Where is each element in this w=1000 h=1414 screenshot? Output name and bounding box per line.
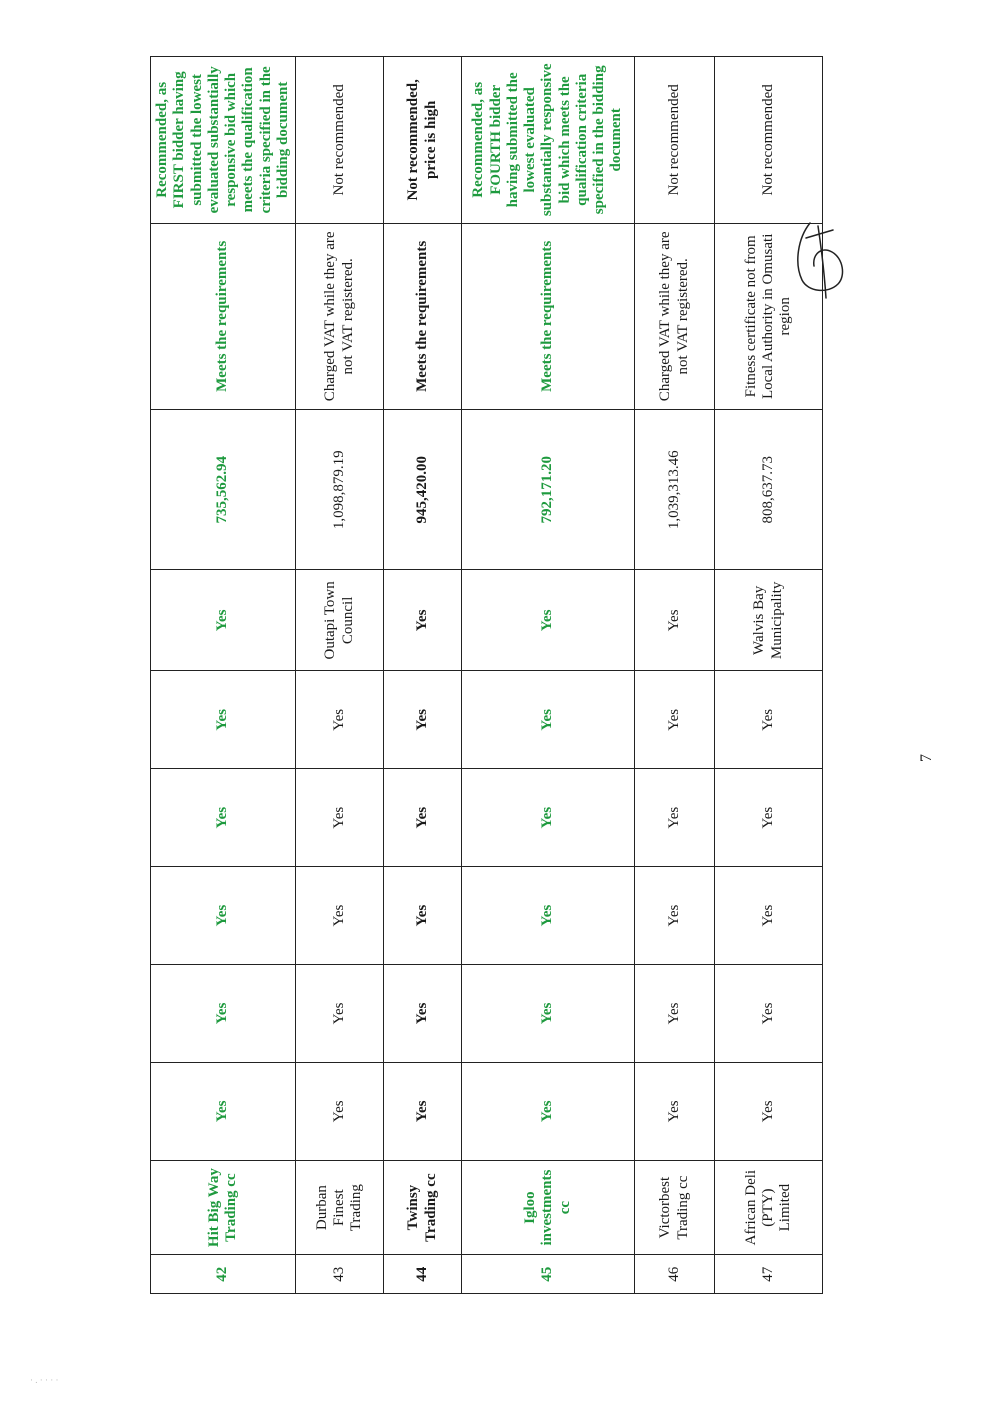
bid-amount: 945,420.00	[384, 410, 462, 570]
recommendation: Recommended, as FOURTH bidder having submitted the lowest evaluated substantially responsive bid which meets the qualification criteria specified in the bidding document	[462, 57, 635, 224]
criterion-4: Yes	[462, 769, 635, 867]
criterion-1: Yes	[715, 1062, 823, 1160]
criterion-1: Yes	[151, 1062, 296, 1160]
criterion-4: Yes	[635, 769, 715, 867]
bidder-name: Victorbest Trading cc	[635, 1160, 715, 1255]
table-row	[151, 57, 296, 1294]
criterion-3: Yes	[635, 867, 715, 965]
evaluation-remark: Charged VAT while they are not VAT registered.	[635, 223, 715, 409]
bidder-name: Durban Finest Trading	[296, 1160, 384, 1255]
evaluation-remark: Meets the requirements	[151, 223, 296, 409]
criterion-5: Yes	[462, 671, 635, 769]
row-number: 45	[462, 1255, 635, 1294]
bidder-name: Igloo investments cc	[462, 1160, 635, 1255]
bid-amount: 735,562.94	[151, 410, 296, 570]
table-row	[635, 57, 715, 1294]
criterion-3: Yes	[384, 867, 462, 965]
bid-amount: 1,039,313.46	[635, 410, 715, 570]
table-row	[462, 57, 635, 1294]
criterion-2: Yes	[296, 964, 384, 1062]
criterion-5: Yes	[296, 671, 384, 769]
bidder-name: African Deli (PTY) Limited	[715, 1160, 823, 1255]
criterion-4: Yes	[296, 769, 384, 867]
row-number: 44	[384, 1255, 462, 1294]
criterion-3: Yes	[715, 867, 823, 965]
criterion-3: Yes	[151, 867, 296, 965]
criterion-6: Yes	[635, 570, 715, 671]
bid-amount: 792,171.20	[462, 410, 635, 570]
evaluation-remark: Fitness certificate not from Local Authority in Omusati region	[715, 223, 823, 409]
handwritten-signature	[788, 218, 850, 300]
criterion-4: Yes	[715, 769, 823, 867]
row-number: 46	[635, 1255, 715, 1294]
criterion-3: Yes	[296, 867, 384, 965]
table-row	[296, 57, 384, 1294]
recommendation: Not recommended	[635, 57, 715, 224]
criterion-4: Yes	[151, 769, 296, 867]
criterion-6: Walvis Bay Municipality	[715, 570, 823, 671]
evaluation-remark: Meets the requirements	[384, 223, 462, 409]
criterion-1: Yes	[296, 1062, 384, 1160]
criterion-6: Yes	[462, 570, 635, 671]
bid-amount: 808,637.73	[715, 410, 823, 570]
criterion-3: Yes	[462, 867, 635, 965]
criterion-6: Outapi Town Council	[296, 570, 384, 671]
criterion-1: Yes	[635, 1062, 715, 1160]
criterion-1: Yes	[384, 1062, 462, 1160]
criterion-2: Yes	[462, 964, 635, 1062]
criterion-5: Yes	[384, 671, 462, 769]
criterion-2: Yes	[715, 964, 823, 1062]
bid-amount: 1,098,879.19	[296, 410, 384, 570]
row-number: 47	[715, 1255, 823, 1294]
criterion-5: Yes	[635, 671, 715, 769]
recommendation: Not recommended	[715, 57, 823, 224]
bid-evaluation-table	[150, 56, 823, 1294]
criterion-5: Yes	[715, 671, 823, 769]
page-number: 7	[918, 754, 935, 762]
criterion-4: Yes	[384, 769, 462, 867]
criterion-2: Yes	[384, 964, 462, 1062]
criterion-2: Yes	[635, 964, 715, 1062]
bidder-name: Hit Big Way Trading cc	[151, 1160, 296, 1255]
recommendation: Not recommended	[296, 57, 384, 224]
criterion-6: Yes	[151, 570, 296, 671]
table-row	[384, 57, 462, 1294]
recommendation: Not recommended, price is high	[384, 57, 462, 224]
scan-artifact: · . · · · ·	[30, 1375, 59, 1385]
row-number: 42	[151, 1255, 296, 1294]
criterion-1: Yes	[462, 1062, 635, 1160]
row-number: 43	[296, 1255, 384, 1294]
criterion-6: Yes	[384, 570, 462, 671]
criterion-5: Yes	[151, 671, 296, 769]
criterion-2: Yes	[151, 964, 296, 1062]
recommendation: Recommended, as FIRST bidder having submitted the lowest evaluated substantially responsive bid which meets the qualification criteria specified in the bidding document	[151, 57, 296, 224]
evaluation-remark: Charged VAT while they are not VAT registered.	[296, 223, 384, 409]
bidder-name: Twinsy Trading cc	[384, 1160, 462, 1255]
evaluation-remark: Meets the requirements	[462, 223, 635, 409]
